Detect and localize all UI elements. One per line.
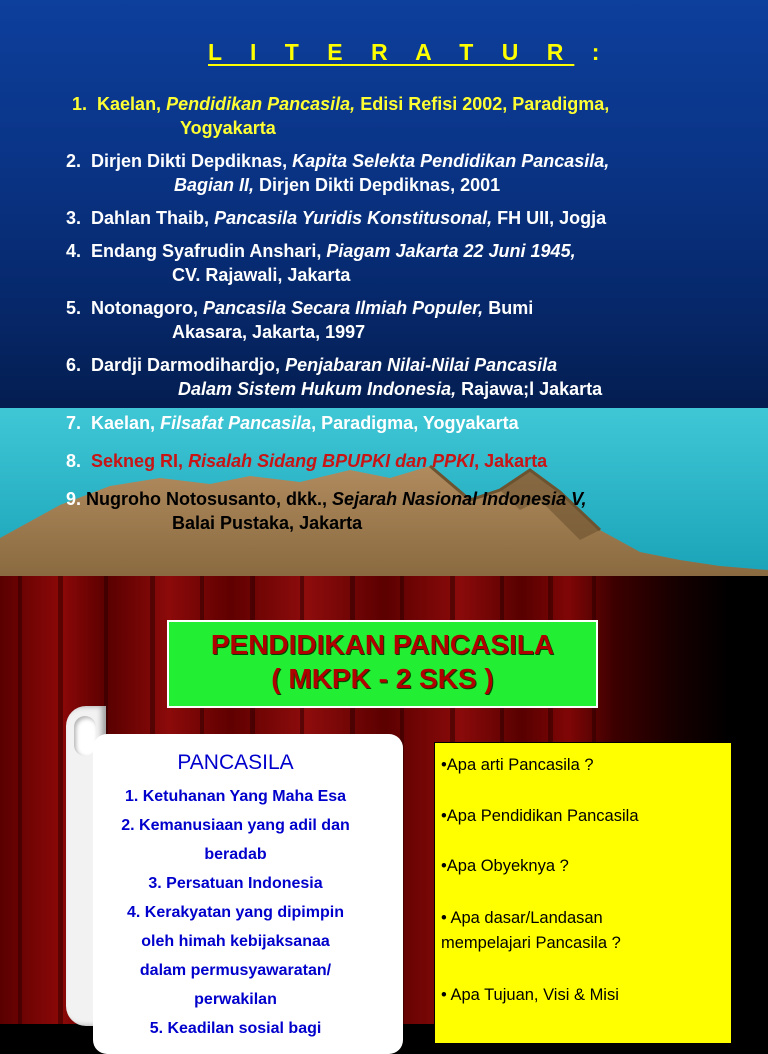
ref-line2: Dirjen Dikti Depdiknas, 2001 <box>259 175 501 195</box>
ref-author: Dirjen Dikti Depdiknas, <box>91 151 288 171</box>
ref-author: Sekneg RI, <box>91 451 184 471</box>
sila-line: 4. Kerakyatan yang dipimpin <box>127 904 344 921</box>
ref-publisher: FH UII, Jogja <box>497 208 607 228</box>
title-suffix: : <box>591 39 611 65</box>
ref-publisher: , Paradigma, Yogyakarta <box>311 413 519 433</box>
ref-7 <box>66 411 519 435</box>
sila-line: dalam permusyawaratan/ <box>139 962 332 979</box>
ref-1 <box>72 92 609 140</box>
ref-author: Kaelan, <box>97 94 162 114</box>
ref-title: Filsafat Pancasila <box>160 413 312 433</box>
sila-line: 5. Keadilan sosial bagi <box>149 1020 322 1037</box>
ref-line2: CV. Rajawali, Jakarta <box>172 265 351 285</box>
pancasila-heading: PANCASILA <box>177 751 294 774</box>
ref-title: Sejarah Nasional Indonesia V, <box>332 489 587 509</box>
ref-number: 5. <box>66 298 82 318</box>
ref-4 <box>66 239 576 287</box>
question-item: •Apa Pendidikan Pancasila <box>441 807 639 825</box>
ref-author: Dardji Darmodihardjo, <box>91 355 281 375</box>
sila-line: 2. Kemanusiaan yang adil dan <box>121 817 350 834</box>
ref-title: Pendidikan Pancasila, <box>166 94 356 114</box>
ref-title-cont: Dalam Sistem Hukum Indonesia, <box>178 379 457 399</box>
ref-6 <box>66 353 602 401</box>
ref-line2: Rajawa;l Jakarta <box>461 379 603 399</box>
course-title: PENDIDIKAN PANCASILA <box>210 629 555 660</box>
ref-author: Nugroho Notosusanto, dkk., <box>86 489 328 509</box>
literatur-title <box>208 39 610 66</box>
questions-box <box>434 742 732 1044</box>
ref-title: Pancasila Yuridis Konstitusonal, <box>214 208 493 228</box>
sila-line: oleh himah kebijaksanaa <box>141 933 330 950</box>
ref-title-cont: Bagian II, <box>174 175 255 195</box>
ref-line2: Yogyakarta <box>180 118 276 138</box>
ref-8 <box>66 449 547 473</box>
ref-9 <box>66 487 586 535</box>
ref-author: Endang Syafrudin Anshari, <box>91 241 322 261</box>
question-item: •Apa Obyeknya ? <box>441 857 569 875</box>
ref-number: 4. <box>66 241 82 261</box>
slide-pendidikan-pancasila <box>0 576 768 1037</box>
question-item: • Apa dasar/Landasan <box>441 909 603 927</box>
question-item: mempelajari Pancasila ? <box>441 934 621 952</box>
ref-title: Penjabaran Nilai-Nilai Pancasila <box>285 355 558 375</box>
ref-line2: Akasara, Jakarta, 1997 <box>172 322 366 342</box>
ref-number: 3. <box>66 208 82 228</box>
ref-author: Kaelan, <box>91 413 156 433</box>
ref-publisher: Bumi <box>488 298 534 318</box>
sila-line: 3. Persatuan Indonesia <box>148 875 323 892</box>
sila-line: 1. Ketuhanan Yang Maha Esa <box>124 788 347 805</box>
title-text: L I T E R A T U R <box>208 39 575 65</box>
ref-number: 7. <box>66 413 82 433</box>
course-title-box <box>167 620 598 708</box>
ref-author: Notonagoro, <box>91 298 199 318</box>
question-item: • Apa Tujuan, Visi & Misi <box>441 986 619 1004</box>
ref-title: Kapita Selekta Pendidikan Pancasila, <box>292 151 610 171</box>
question-item: •Apa arti Pancasila ? <box>441 756 594 774</box>
ref-number: 6. <box>66 355 82 375</box>
ref-2 <box>66 149 609 197</box>
ref-number: 8. <box>66 451 82 471</box>
ref-3 <box>66 206 606 230</box>
course-credits: ( MKPK - 2 SKS ) <box>271 663 494 694</box>
ref-number: 1. <box>72 94 88 114</box>
ref-publisher: , Jakarta <box>474 451 548 471</box>
ref-number: 2. <box>66 151 82 171</box>
pancasila-scroll <box>93 734 403 1054</box>
ref-line2: Balai Pustaka, Jakarta <box>172 513 363 533</box>
ref-publisher: Edisi Refisi 2002, Paradigma, <box>360 94 610 114</box>
ref-title: Risalah Sidang BPUPKI dan PPKI <box>188 451 475 471</box>
sila-line: perwakilan <box>194 991 277 1008</box>
ref-author: Dahlan Thaib, <box>91 208 210 228</box>
sila-line: beradab <box>204 846 267 863</box>
ref-title: Pancasila Secara Ilmiah Populer, <box>203 298 484 318</box>
ref-5 <box>66 296 533 344</box>
ref-title: Piagam Jakarta 22 Juni 1945, <box>326 241 576 261</box>
ref-number: 9. <box>66 489 82 509</box>
